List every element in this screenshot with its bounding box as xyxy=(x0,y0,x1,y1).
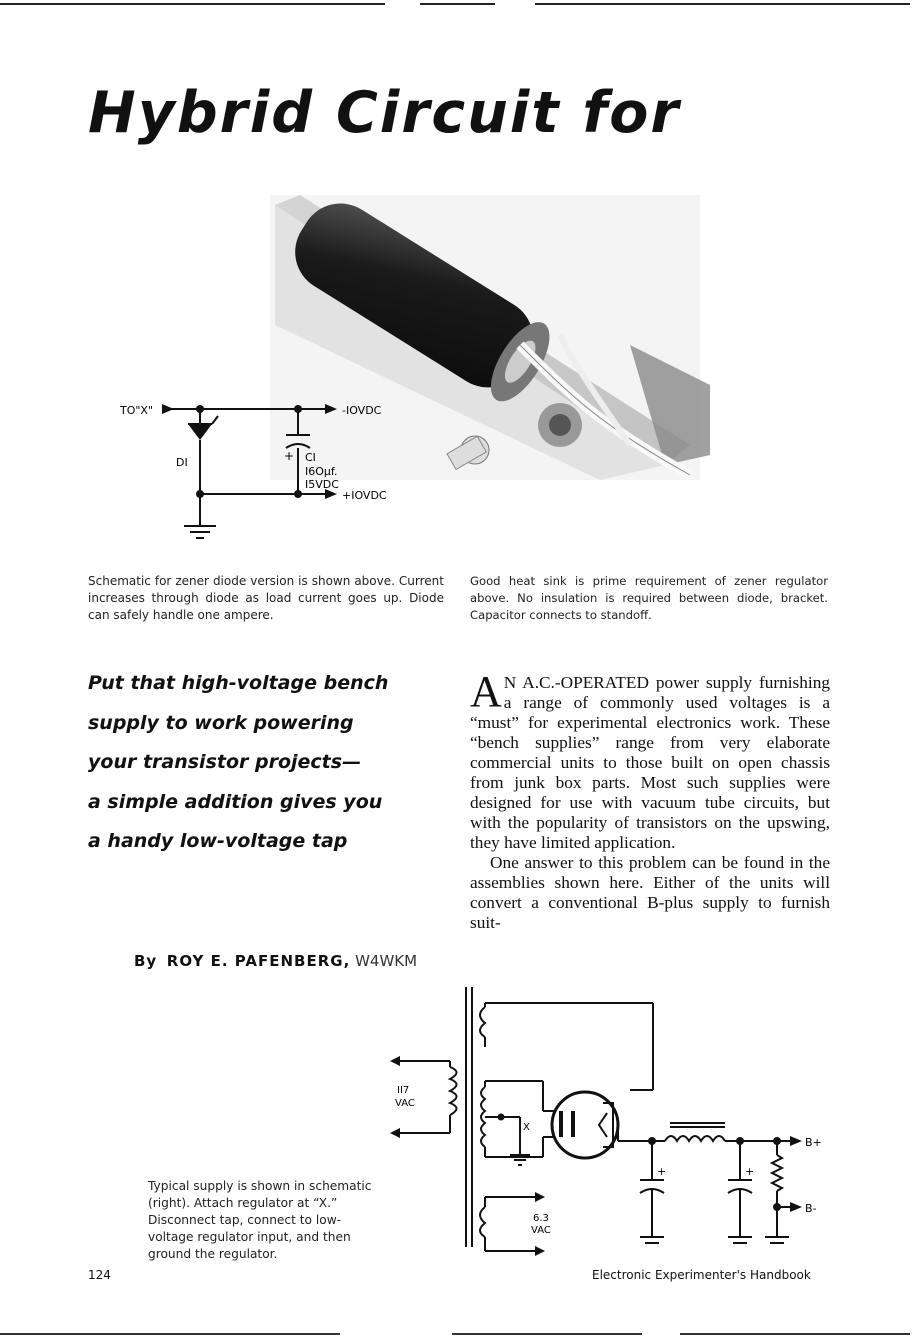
article-title: Hybrid Circuit for xyxy=(88,80,681,146)
deck-line: a simple addition gives you xyxy=(88,790,383,813)
byline xyxy=(134,952,417,970)
article-body xyxy=(470,667,830,933)
deck-line: supply to work powering xyxy=(88,711,354,734)
byline-by: By xyxy=(134,952,158,970)
bottom-rule-left xyxy=(0,1333,340,1335)
label-c1: CI xyxy=(305,451,316,464)
label-plus-sign: + xyxy=(284,449,295,463)
deck-line: Put that high-voltage bench xyxy=(88,672,389,694)
label-to-x: TO"X" xyxy=(120,404,154,417)
label-6-3-vac: VAC xyxy=(531,1225,551,1236)
power-supply-schematic xyxy=(385,975,835,1265)
top-rule-right xyxy=(535,3,910,5)
label-117: II7 xyxy=(397,1085,410,1096)
label-117-vac: VAC xyxy=(395,1098,415,1109)
byline-author: ROY E. PAFENBERG, xyxy=(166,952,351,970)
drop-cap: A xyxy=(470,667,502,716)
label-b-plus: B+ xyxy=(805,1136,822,1149)
article-deck xyxy=(88,672,428,870)
page-number: 124 xyxy=(88,1268,111,1282)
deck-line: your transistor projects— xyxy=(88,751,362,773)
label-6-3: 6.3 xyxy=(533,1213,549,1224)
caption-photo: Good heat sink is prime requirement of zener regulator above. No insulation is required between diode, bracket. Capacitor connects to standoff. xyxy=(470,574,828,622)
caption-supply: Typical supply is shown in schematic (right). Attach regulator at “X.” Disconnect tap, connect to low-voltage regulator input, and then ground the regulator. xyxy=(148,1179,372,1261)
body-paragraph-1: N A.C.-OPERATED power supply furnishing a range of commonly used voltages is a “must” for experimental electronics work. These “bench supplies” range from very elaborate commercial units to those built on open chassis from junk box parts. Most such supplies were designed for use with vacuum tube circuits, but with the popularity of transistors on the upswing, they have limited application. xyxy=(470,673,830,852)
zener-schematic xyxy=(100,380,440,550)
label-x: X xyxy=(523,1122,530,1133)
label-cap-plus-2: + xyxy=(745,1165,755,1178)
label-plus-10vdc: +IOVDC xyxy=(342,489,387,502)
body-paragraph-2: One answer to this problem can be found in the assemblies shown here. Either of the units will convert a conventional B-plus supply to furnish suit- xyxy=(470,853,830,932)
deck-line: a handy low-voltage tap xyxy=(88,830,348,852)
label-c1-value: I6Oµf. xyxy=(305,465,338,478)
label-cap-plus-1: + xyxy=(657,1165,667,1178)
label-minus-10vdc: -IOVDC xyxy=(342,404,382,417)
byline-callsign: W4WKM xyxy=(355,952,418,970)
bottom-rule-mid xyxy=(452,1333,642,1335)
top-rule-left xyxy=(0,3,385,5)
publication-name: Electronic Experimenter's Handbook xyxy=(592,1268,811,1282)
caption-schematic: Schematic for zener diode version is shown above. Current increases through diode as load current goes up. Diode can safely handle one ampere. xyxy=(88,574,444,622)
bottom-rule-right xyxy=(680,1333,910,1335)
label-d1: DI xyxy=(176,456,188,469)
label-c1-voltage: I5VDC xyxy=(305,478,339,491)
label-b-minus: B- xyxy=(805,1202,817,1215)
top-rule-mid xyxy=(420,3,495,5)
